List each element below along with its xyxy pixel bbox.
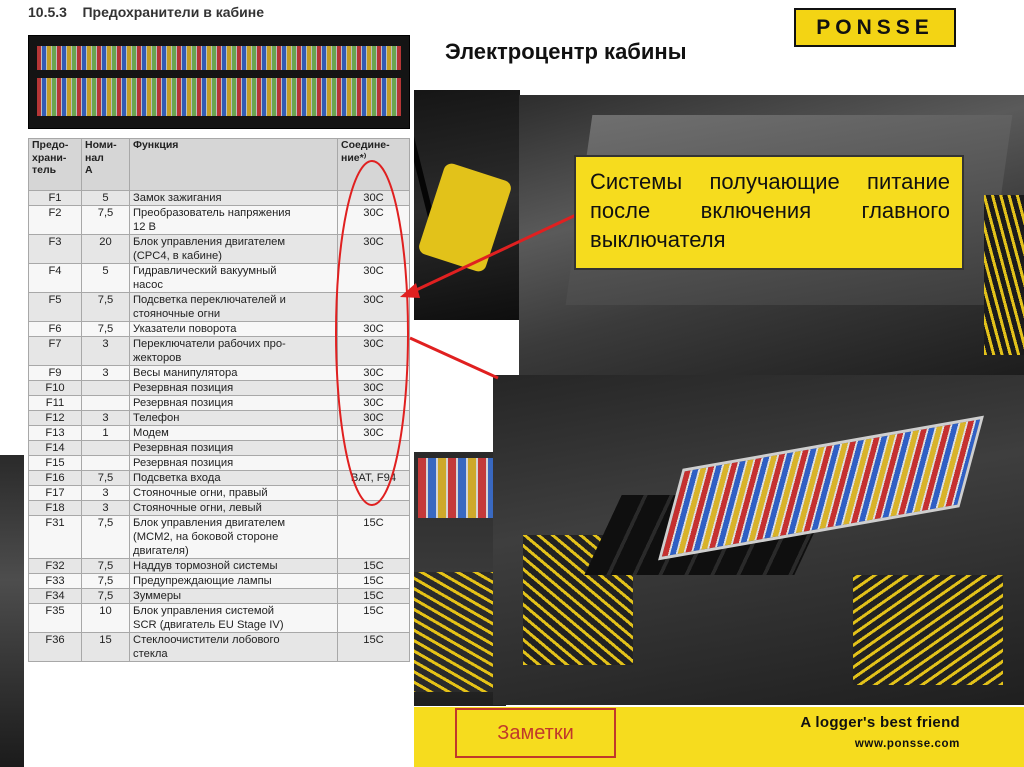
fuse-connection: 30C bbox=[338, 191, 410, 206]
fuse-table bbox=[28, 138, 410, 662]
table-row bbox=[29, 589, 410, 604]
fuse-rating bbox=[82, 441, 130, 456]
fuse-id: F36 bbox=[29, 633, 82, 662]
fuse-connection: 30C bbox=[338, 322, 410, 337]
fuse-center-photo bbox=[493, 375, 1024, 705]
fuse-table-header bbox=[29, 139, 410, 191]
table-row bbox=[29, 411, 410, 426]
fuse-connection: 15C bbox=[338, 574, 410, 589]
table-row bbox=[29, 516, 410, 559]
fuse-rating: 3 bbox=[82, 366, 130, 381]
fuse-connection bbox=[338, 486, 410, 501]
fuse-id: F32 bbox=[29, 559, 82, 574]
fuse-function: Блок управления двигателем (MCM2, на боковой стороне двигателя) bbox=[130, 516, 338, 559]
fuse-id: F17 bbox=[29, 486, 82, 501]
fuse-function: Подсветка переключателей и стояночные огни bbox=[130, 293, 338, 322]
callout-box bbox=[574, 155, 964, 270]
fuse-id: F34 bbox=[29, 589, 82, 604]
fuse-connection: 30C bbox=[338, 366, 410, 381]
fuse-connection: 15C bbox=[338, 633, 410, 662]
fuse-connection: 30C bbox=[338, 235, 410, 264]
header-rating: Номи- нал A bbox=[82, 139, 130, 191]
tagline: A logger's best friend bbox=[800, 714, 960, 731]
fuse-function: Предупреждающие лампы bbox=[130, 574, 338, 589]
table-row bbox=[29, 322, 410, 337]
fuse-id: F12 bbox=[29, 411, 82, 426]
fuse-connection: 15C bbox=[338, 589, 410, 604]
header-connection: Соедине- ние*⁾ bbox=[338, 139, 410, 191]
fuse-rating bbox=[82, 396, 130, 411]
fuse-id: F13 bbox=[29, 426, 82, 441]
fuse-rating: 5 bbox=[82, 191, 130, 206]
table-row bbox=[29, 337, 410, 366]
fuse-function: Модем bbox=[130, 426, 338, 441]
fuse-id: F31 bbox=[29, 516, 82, 559]
fuse-rating bbox=[82, 381, 130, 396]
table-row bbox=[29, 293, 410, 322]
fuse-rating: 7,5 bbox=[82, 471, 130, 486]
fuse-function: Переключатели рабочих про- жекторов bbox=[130, 337, 338, 366]
fuse-panel-photo bbox=[28, 35, 410, 129]
callout-text: Системы получающие питание после включения главного выключателя bbox=[590, 169, 950, 252]
fuse-function: Телефон bbox=[130, 411, 338, 426]
fuse-connection: 30C bbox=[338, 206, 410, 235]
fuse-rating: 3 bbox=[82, 337, 130, 366]
table-row bbox=[29, 191, 410, 206]
fuse-function: Стояночные огни, правый bbox=[130, 486, 338, 501]
fuse-id: F33 bbox=[29, 574, 82, 589]
table-row bbox=[29, 574, 410, 589]
arrow-line-to-photo bbox=[410, 338, 498, 378]
fuse-connection: 30C bbox=[338, 337, 410, 366]
table-row bbox=[29, 604, 410, 633]
fuse-connection: 30C bbox=[338, 293, 410, 322]
table-row bbox=[29, 264, 410, 293]
fuse-function: Блок управления системой SCR (двигатель EU Stage IV) bbox=[130, 604, 338, 633]
fuse-connection: 30C bbox=[338, 411, 410, 426]
fuse-rating: 15 bbox=[82, 633, 130, 662]
table-row bbox=[29, 235, 410, 264]
fuse-rating: 7,5 bbox=[82, 206, 130, 235]
fuse-rating: 10 bbox=[82, 604, 130, 633]
fuse-function: Резервная позиция bbox=[130, 396, 338, 411]
fuse-connection: 30C bbox=[338, 381, 410, 396]
fuse-rating: 7,5 bbox=[82, 293, 130, 322]
table-row bbox=[29, 486, 410, 501]
fuse-rating: 7,5 bbox=[82, 322, 130, 337]
fuse-id: F4 bbox=[29, 264, 82, 293]
fuse-function: Указатели поворота bbox=[130, 322, 338, 337]
fuse-id: F10 bbox=[29, 381, 82, 396]
fuse-connection: 15C bbox=[338, 559, 410, 574]
fuse-rating bbox=[82, 456, 130, 471]
fuse-rating: 1 bbox=[82, 426, 130, 441]
fuse-id: F9 bbox=[29, 366, 82, 381]
table-row bbox=[29, 426, 410, 441]
fuse-function: Стеклоочистители лобового стекла bbox=[130, 633, 338, 662]
fuse-connection bbox=[338, 456, 410, 471]
cabin-photo-behind-table bbox=[400, 90, 520, 320]
fuse-function: Преобразователь напряжения 12 В bbox=[130, 206, 338, 235]
fuse-connection: BAT, F94 bbox=[338, 471, 410, 486]
notes-button[interactable] bbox=[455, 708, 616, 758]
fuse-id: F3 bbox=[29, 235, 82, 264]
fuse-id: F14 bbox=[29, 441, 82, 456]
fuse-connection: 15C bbox=[338, 604, 410, 633]
manual-heading: 10.5.3 Предохранители в кабине bbox=[28, 4, 264, 20]
ponsse-logo bbox=[794, 8, 956, 47]
fuse-function: Резервная позиция bbox=[130, 441, 338, 456]
fuse-rating: 7,5 bbox=[82, 559, 130, 574]
fuse-rating: 3 bbox=[82, 411, 130, 426]
fuse-function: Блок управления двигателем (CPC4, в кабине) bbox=[130, 235, 338, 264]
fuse-connection: 30C bbox=[338, 264, 410, 293]
fuse-function: Наддув тормозной системы bbox=[130, 559, 338, 574]
fuse-function: Замок зажигания bbox=[130, 191, 338, 206]
table-row bbox=[29, 471, 410, 486]
table-row bbox=[29, 559, 410, 574]
table-row bbox=[29, 441, 410, 456]
website-link[interactable]: www.ponsse.com bbox=[854, 738, 960, 750]
fuse-function: Подсветка входа bbox=[130, 471, 338, 486]
fuse-function: Резервная позиция bbox=[130, 456, 338, 471]
table-row bbox=[29, 396, 410, 411]
fuse-connection: 30C bbox=[338, 396, 410, 411]
table-row bbox=[29, 206, 410, 235]
logo-text: PONSSE bbox=[816, 15, 934, 39]
fuse-connection bbox=[338, 441, 410, 456]
cabin-photo-left-edge bbox=[0, 455, 26, 767]
header-fuse: Предо- храни- тель bbox=[29, 139, 82, 191]
table-row bbox=[29, 456, 410, 471]
fuse-rating: 7,5 bbox=[82, 589, 130, 604]
table-row bbox=[29, 381, 410, 396]
fuse-function: Зуммеры bbox=[130, 589, 338, 604]
fuse-rating: 20 bbox=[82, 235, 130, 264]
notes-label: Заметки bbox=[497, 721, 574, 744]
fuse-rating: 3 bbox=[82, 501, 130, 516]
fuse-id: F1 bbox=[29, 191, 82, 206]
fuse-connection: 15C bbox=[338, 516, 410, 559]
fuse-id: F11 bbox=[29, 396, 82, 411]
fuse-connection: 30C bbox=[338, 426, 410, 441]
fuse-id: F5 bbox=[29, 293, 82, 322]
fuse-id: F7 bbox=[29, 337, 82, 366]
slide-title: Электроцентр кабины bbox=[445, 39, 687, 64]
fuse-id: F6 bbox=[29, 322, 82, 337]
fuse-rating: 3 bbox=[82, 486, 130, 501]
fuse-id: F18 bbox=[29, 501, 82, 516]
header-function: Функция bbox=[130, 139, 338, 191]
fuse-function: Весы манипулятора bbox=[130, 366, 338, 381]
fuse-rating: 7,5 bbox=[82, 516, 130, 559]
table-row bbox=[29, 501, 410, 516]
fuse-id: F15 bbox=[29, 456, 82, 471]
table-row bbox=[29, 633, 410, 662]
fuse-id: F2 bbox=[29, 206, 82, 235]
fuse-function: Резервная позиция bbox=[130, 381, 338, 396]
fuse-rating: 5 bbox=[82, 264, 130, 293]
fuse-function: Стояночные огни, левый bbox=[130, 501, 338, 516]
fuse-id: F35 bbox=[29, 604, 82, 633]
fuse-id: F16 bbox=[29, 471, 82, 486]
table-row bbox=[29, 366, 410, 381]
fuse-connection bbox=[338, 501, 410, 516]
fuse-function: Гидравлический вакуумный насос bbox=[130, 264, 338, 293]
fuse-rating: 7,5 bbox=[82, 574, 130, 589]
fuse-box-photo-middle bbox=[410, 452, 506, 706]
